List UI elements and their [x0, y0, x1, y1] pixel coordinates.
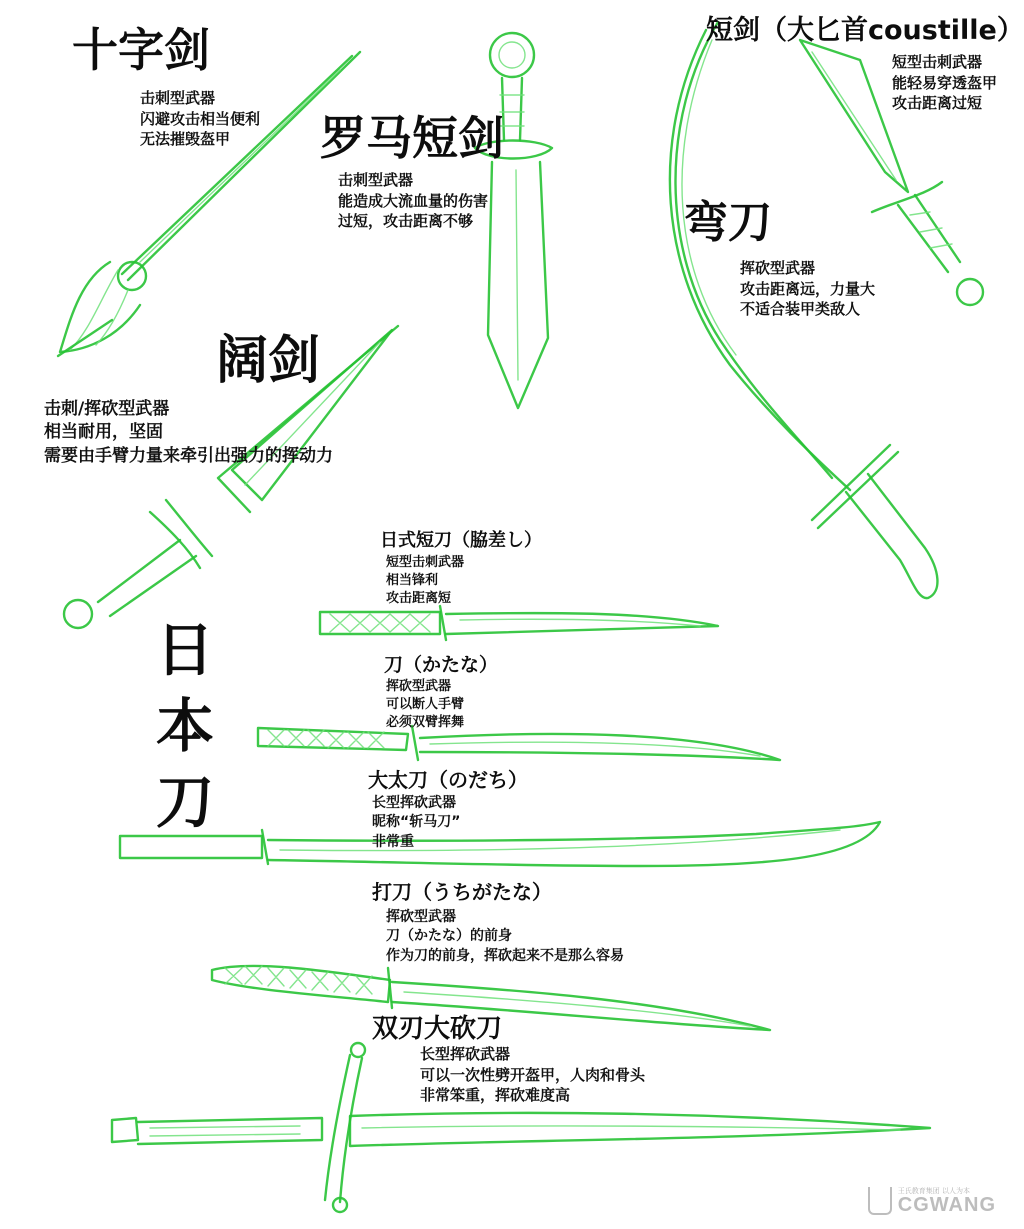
note-line: 挥砍型武器: [386, 679, 452, 694]
japanese-sword-label: [150, 612, 220, 840]
cross-sword-notes: [140, 88, 260, 150]
katana-title: 刀（かたな）: [384, 654, 499, 676]
roman-short-sword-title: 罗马短剑: [320, 111, 504, 165]
note-line: 击刺型武器: [338, 171, 414, 189]
short-sword-notes: [892, 52, 997, 114]
note-line: 攻击距离远，力量大: [740, 279, 876, 298]
greatsword-notes: [420, 1044, 645, 1106]
watermark-logo-icon: [868, 1187, 892, 1215]
uchigatana-title: 打刀（うちがたな）: [372, 880, 552, 904]
note-line: 刀（かたな）的前身: [386, 928, 512, 945]
scimitar-notes: [740, 258, 875, 320]
roman-short-sword-notes: [338, 170, 488, 232]
short-sword-title: 短剑（大匕首coustille）: [706, 15, 1024, 46]
broadsword-notes: [44, 398, 333, 468]
cross-sword-title: 十字剑: [72, 23, 210, 77]
note-line: 击刺/挥砍型武器: [44, 399, 170, 419]
note-line: 能造成大流血量的伤害: [338, 191, 489, 210]
katana-sketch: [258, 726, 780, 760]
note-line: 闪避攻击相当便利: [140, 109, 261, 128]
nodachi-notes: [372, 794, 460, 852]
note-line: 长型挥砍武器: [372, 795, 456, 811]
watermark-brand: CGWANG: [897, 1193, 996, 1216]
note-line: 短型击刺武器: [386, 555, 465, 570]
broadsword-title: 阔剑: [216, 331, 321, 391]
note-line: 作为刀的前身，挥砍起来不是那么容易: [386, 947, 624, 964]
note-line: 短型击刺武器: [892, 53, 983, 71]
note-line: 过短，攻击距离不够: [338, 212, 474, 231]
nodachi-sketch: [120, 822, 880, 866]
label-char: 日: [155, 616, 214, 684]
note-line: 相当锋利: [386, 572, 439, 588]
note-line: 需要由手臂力量来牵引出强力的挥动力: [44, 445, 333, 466]
note-line: 无法摧毁盔甲: [140, 130, 231, 149]
note-line: 挥砍型武器: [386, 909, 456, 925]
note-line: 长型挥砍武器: [420, 1045, 511, 1063]
nodachi-title: 大太刀（のだち）: [368, 768, 528, 792]
note-line: 击刺型武器: [140, 89, 216, 107]
note-line: 非常笨重，挥砍难度高: [420, 1086, 571, 1105]
note-line: 可以一次性劈开盔甲，人肉和骨头: [420, 1065, 646, 1084]
note-line: 非常重: [372, 833, 414, 850]
scimitar-title: 弯刀: [684, 197, 772, 248]
katana-notes: [386, 678, 464, 732]
label-char: 本: [155, 692, 214, 760]
watermark: [868, 1187, 996, 1215]
note-line: 挥砍型武器: [740, 259, 816, 277]
wakizashi-sketch: [320, 606, 718, 640]
note-line: 攻击距离短: [386, 590, 452, 606]
label-char: 刀: [155, 768, 214, 836]
note-line: 攻击距离过短: [892, 94, 983, 113]
note-line: 能轻易穿透盔甲: [892, 73, 998, 92]
note-line: 不适合装甲类敌人: [740, 300, 861, 319]
uchigatana-notes: [386, 908, 624, 966]
note-line: 可以断人手臂: [386, 696, 465, 712]
wakizashi-title: 日式短刀（脇差し）: [380, 530, 542, 551]
greatsword-title: 双刃大砍刀: [372, 1014, 503, 1044]
watermark-sub: 王氏教育集团 以人为本: [897, 1186, 971, 1195]
note-line: 昵称“斩马刀”: [372, 814, 461, 831]
note-line: 相当耐用，坚固: [44, 422, 163, 443]
wakizashi-notes: [386, 554, 464, 608]
note-line: 必须双臂挥舞: [386, 714, 465, 730]
